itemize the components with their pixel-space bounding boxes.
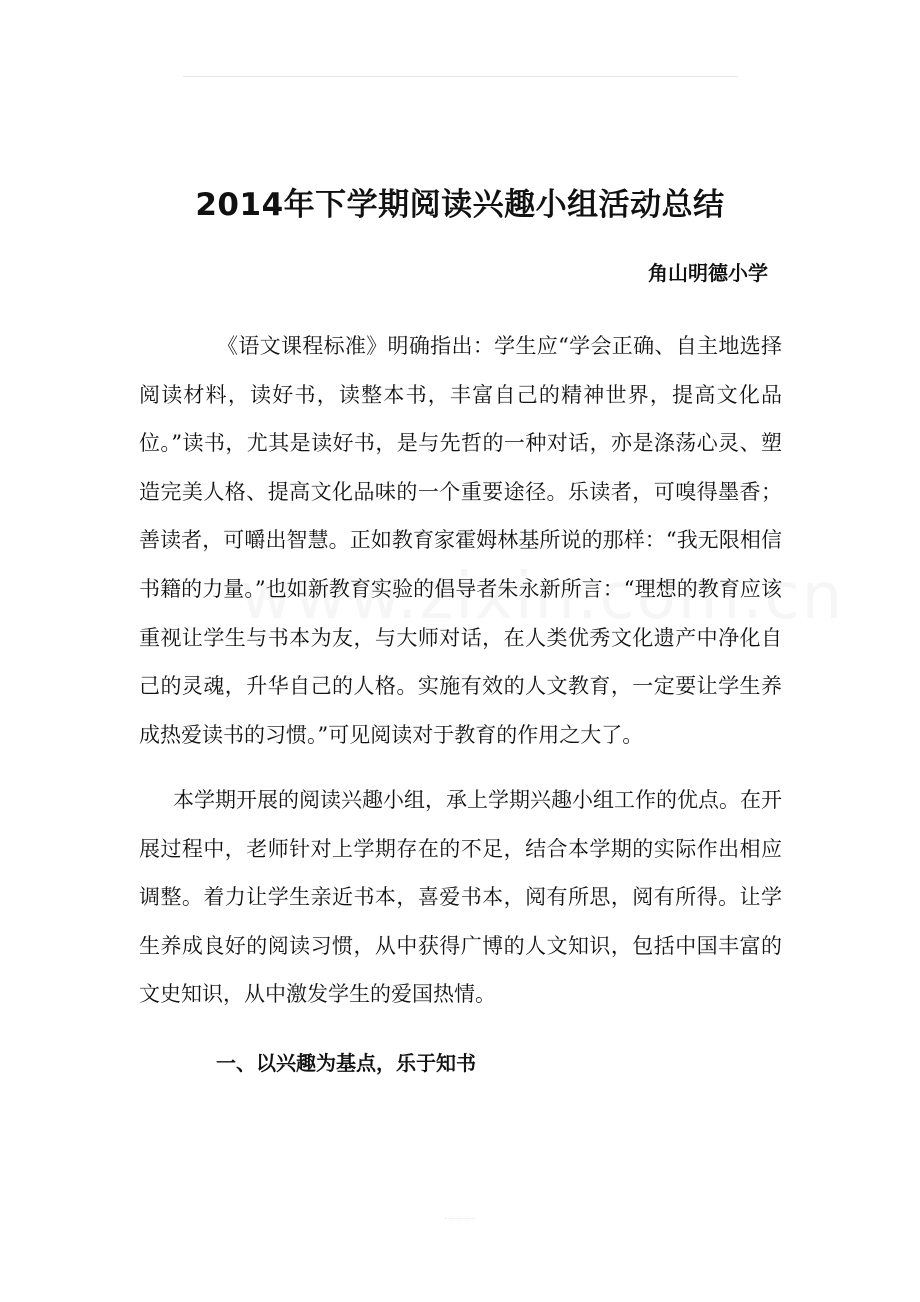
paragraph-2: 本学期开展的阅读兴趣小组，承上学期兴趣小组工作的优点。在开展过程中，老师针对上学期存在的不足，结合本学期的实际作出相应调整。着力让学生亲近书本，喜爱书本，阅有所思，阅有所得。让学生养成良好的阅读习惯，从中获得广博的人文知识，包括中国丰富的文史知识，从中激发学生的爱国热情。 (139, 788, 782, 1007)
author-line: 角山明德小学 (648, 261, 768, 285)
section-heading: 一、以兴趣为基点，乐于知书 (216, 1051, 476, 1075)
document-title: 2014年下学期阅读兴趣小组活动总结 (195, 187, 725, 223)
footer-mark (445, 1218, 475, 1219)
paragraph-1: 《语文课程标准》明确指出：学生应“学会正确、自主地选择阅读材料，读好书，读整本书，丰富自己的精神世界，提高文化品位。”读书，尤其是读好书，是与先哲的一种对话，亦是涤荡心灵、塑造完美人格、提高文化品味的一个重要途径。乐读者，可嗅得墨香；善读者，可嚼出智慧。正如教育家霍姆林基所说的那样：“我无限相信书籍的力量。”也如新教育实验的倡导者朱永新所言：“理想的教育应该重视让学生与书本为友，与大师对话，在人类优秀文化遗产中净化自己的灵魂，升华自己的人格。实施有效的人文教育，一定要让学生养成热爱读书的习惯。”可见阅读对于教育的作用之大了。 (139, 334, 782, 747)
header-rule (183, 76, 738, 77)
